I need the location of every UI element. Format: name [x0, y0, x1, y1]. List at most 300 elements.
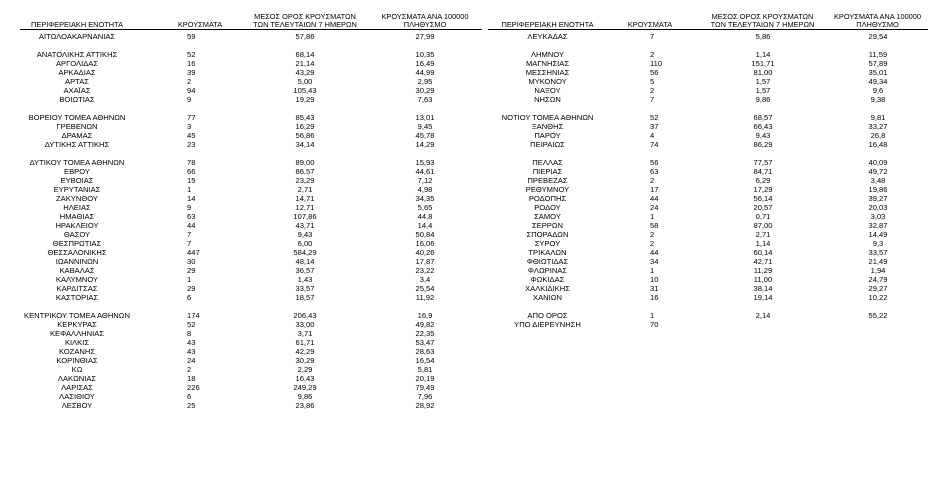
- cell-avg: 1,57: [755, 86, 771, 95]
- cell-name: ΛΑΚΩΝΙΑΣ: [57, 374, 97, 383]
- cell-avg: 38,14: [753, 284, 773, 293]
- cell-per100k: 79,49: [415, 383, 435, 392]
- cell-cases: 77: [187, 113, 196, 122]
- cell-avg: 14,71: [295, 194, 315, 203]
- cell-per100k: 39,27: [868, 194, 888, 203]
- cell-avg: 1,14: [755, 239, 771, 248]
- cell-name: ΠΕΙΡΑΙΩΣ: [530, 140, 565, 149]
- cell-name: ΔΥΤΙΚΟΥ ΤΟΜΕΑ ΑΘΗΝΩΝ: [29, 158, 125, 167]
- cell-cases: 44: [650, 248, 659, 257]
- cell-avg: 42,29: [295, 347, 315, 356]
- table-row: [0, 275, 940, 284]
- cell-name: ΚΟΡΙΝΘΙΑΣ: [56, 356, 98, 365]
- cell-avg: 2,71: [755, 230, 771, 239]
- cell-per100k: 20,03: [868, 203, 888, 212]
- cell-cases: 59: [187, 32, 196, 41]
- cell-name: ΣΥΡΟΥ: [534, 239, 561, 248]
- cell-avg: 19,29: [295, 95, 315, 104]
- cell-name: ΧΑΛΚΙΔΙΚΗΣ: [525, 284, 570, 293]
- cell-cases: 24: [187, 356, 196, 365]
- cell-avg: 21,14: [295, 59, 315, 68]
- cell-cases: 43: [187, 338, 196, 347]
- table-row: [0, 50, 940, 59]
- cell-avg: 2,14: [755, 311, 771, 320]
- cell-cases: 9: [187, 95, 192, 104]
- table-row: [0, 212, 940, 221]
- cell-name: ΠΙΕΡΙΑΣ: [532, 167, 563, 176]
- cell-cases: 39: [187, 68, 196, 77]
- cell-per100k: 32,87: [868, 221, 888, 230]
- cell-avg: 6,00: [297, 239, 313, 248]
- table-row: [0, 203, 940, 212]
- left-header-avg-line1: ΜΕΣΟΣ ΟΡΟΣ ΚΡΟΥΣΜΑΤΩΝ: [254, 12, 356, 21]
- table-row: [0, 302, 940, 311]
- cell-per100k: 7,12: [417, 176, 433, 185]
- cell-cases: 56: [650, 158, 659, 167]
- cell-cases: 4: [650, 131, 655, 140]
- cell-per100k: 19,86: [868, 185, 888, 194]
- cell-cases: 16: [187, 59, 196, 68]
- cell-cases: 56: [650, 68, 659, 77]
- cell-name: ΡΟΔΟΠΗΣ: [528, 194, 567, 203]
- cell-name: ΕΥΡΥΤΑΝΙΑΣ: [53, 185, 101, 194]
- table-row: [0, 41, 940, 50]
- cell-avg: 249,29: [293, 383, 317, 392]
- table-row: [0, 356, 940, 365]
- cell-cases: 78: [187, 158, 196, 167]
- left-header-region: ΠΕΡΙΦΕΡΕΙΑΚΗ ΕΝΟΤΗΤΑ: [31, 20, 123, 29]
- cell-cases: 74: [650, 140, 659, 149]
- left-header-cases: ΚΡΟΥΣΜΑΤΑ: [177, 20, 223, 29]
- cell-cases: 30: [187, 257, 196, 266]
- cell-avg: 3,71: [297, 329, 313, 338]
- cell-avg: 23,86: [295, 401, 315, 410]
- cell-cases: 9: [187, 203, 192, 212]
- cell-avg: 2,71: [297, 185, 313, 194]
- cell-per100k: 9,81: [870, 113, 886, 122]
- cell-cases: 17: [650, 185, 659, 194]
- table-row: [0, 293, 940, 302]
- cell-name: ΚΩ: [71, 365, 83, 374]
- cell-cases: 70: [650, 320, 659, 329]
- cell-per100k: 49,72: [868, 167, 888, 176]
- cell-cases: 14: [187, 194, 196, 203]
- cell-name: ΚΟΖΑΝΗΣ: [58, 347, 96, 356]
- cell-avg: 66,43: [753, 122, 773, 131]
- cell-cases: 25: [187, 401, 196, 410]
- cell-per100k: 53,47: [415, 338, 435, 347]
- cell-name: ΘΕΣΣΑΛΟΝΙΚΗΣ: [47, 248, 107, 257]
- cell-name: ΚΑΛΥΜΝΟΥ: [55, 275, 99, 284]
- cell-avg: 56,86: [295, 131, 315, 140]
- cell-avg: 6,29: [755, 176, 771, 185]
- cell-avg: 9,43: [297, 230, 313, 239]
- cell-cases: 1: [650, 266, 655, 275]
- cell-cases: 37: [650, 122, 659, 131]
- cell-name: ΓΡΕΒΕΝΩΝ: [56, 122, 98, 131]
- cell-name: ΜΕΣΣΗΝΙΑΣ: [525, 68, 570, 77]
- cell-per100k: 9,38: [870, 95, 886, 104]
- cell-cases: 66: [187, 167, 196, 176]
- cell-name: ΚΕΝΤΡΙΚΟΥ ΤΟΜΕΑ ΑΘΗΝΩΝ: [24, 311, 130, 320]
- cell-name: ΠΑΡΟΥ: [534, 131, 561, 140]
- cell-name: ΘΑΣΟΥ: [63, 230, 91, 239]
- table-row: [0, 77, 940, 86]
- cell-avg: 9,86: [755, 95, 771, 104]
- cell-name: ΚΕΡΚΥΡΑΣ: [57, 320, 97, 329]
- cell-cases: 34: [650, 257, 659, 266]
- cell-per100k: 3,4: [419, 275, 431, 284]
- table-row: [0, 194, 940, 203]
- cell-name: ΛΑΡΙΣΑΣ: [61, 383, 93, 392]
- cell-cases: 2: [650, 176, 655, 185]
- cell-avg: 60,14: [753, 248, 773, 257]
- cell-avg: 42,71: [753, 257, 773, 266]
- cell-avg: 43,29: [295, 68, 315, 77]
- cell-cases: 63: [650, 167, 659, 176]
- cell-per100k: 10,35: [415, 50, 435, 59]
- table-row: [0, 158, 940, 167]
- cell-name: ΧΑΝΙΩΝ: [533, 293, 562, 302]
- cell-cases: 29: [187, 266, 196, 275]
- cell-avg: 19,14: [753, 293, 773, 302]
- table-row: [0, 122, 940, 131]
- cell-per100k: 28,63: [415, 347, 435, 356]
- table-row: [0, 95, 940, 104]
- cell-cases: 7: [650, 32, 655, 41]
- cell-name: ΒΟΙΩΤΙΑΣ: [59, 95, 95, 104]
- cell-cases: 45: [187, 131, 196, 140]
- cell-name: ΦΛΩΡΙΝΑΣ: [527, 266, 568, 275]
- cell-per100k: 17,87: [415, 257, 435, 266]
- cell-name: ΑΧΑΪΑΣ: [63, 86, 91, 95]
- cell-cases: 1: [187, 275, 192, 284]
- cell-per100k: 40,09: [868, 158, 888, 167]
- cell-name: ΜΥΚΟΝΟΥ: [528, 77, 567, 86]
- cell-avg: 77,57: [753, 158, 773, 167]
- right-header-rule: [488, 29, 928, 30]
- cell-avg: 1,43: [297, 275, 313, 284]
- cell-avg: 68,57: [753, 113, 773, 122]
- cell-per100k: 24,79: [868, 275, 888, 284]
- cell-avg: 18,57: [295, 293, 315, 302]
- table-row: [0, 374, 940, 383]
- right-header-avg-line1: ΜΕΣΟΣ ΟΡΟΣ ΚΡΟΥΣΜΑΤΩΝ: [711, 12, 814, 21]
- cell-name: ΚΑΒΑΛΑΣ: [59, 266, 95, 275]
- table-row: [0, 149, 940, 158]
- cell-cases: 58: [650, 221, 659, 230]
- cell-avg: 89,00: [295, 158, 315, 167]
- cell-name: ΡΕΘΥΜΝΟΥ: [525, 185, 570, 194]
- cell-name: ΚΕΦΑΛΛΗΝΙΑΣ: [49, 329, 105, 338]
- cell-avg: 11,29: [753, 266, 773, 275]
- cell-avg: 16,43: [295, 374, 315, 383]
- cell-cases: 1: [650, 212, 655, 221]
- cell-avg: 5,86: [755, 32, 771, 41]
- table-row: [0, 68, 940, 77]
- cell-per100k: 29,54: [868, 32, 888, 41]
- cell-per100k: 30,29: [415, 86, 435, 95]
- right-header-avg-line2: ΤΩΝ ΤΕΛΕΥΤΑΙΩΝ 7 ΗΜΕΡΩΝ: [710, 20, 815, 29]
- cell-per100k: 2,95: [417, 77, 433, 86]
- table-row: [0, 59, 940, 68]
- cell-name: ΑΙΤΩΛΟΑΚΑΡΝΑΝΙΑΣ: [38, 32, 116, 41]
- cell-per100k: 40,26: [415, 248, 435, 257]
- table-row: [0, 401, 940, 410]
- cell-avg: 56,14: [753, 194, 773, 203]
- cell-avg: 81,00: [753, 68, 773, 77]
- cell-per100k: 44,99: [415, 68, 435, 77]
- cell-avg: 86,29: [753, 140, 773, 149]
- cell-cases: 226: [187, 383, 200, 392]
- cell-avg: 107,86: [293, 212, 317, 221]
- cell-avg: 48,14: [295, 257, 315, 266]
- table-row: [0, 140, 940, 149]
- cell-per100k: 50,84: [415, 230, 435, 239]
- cell-name: ΚΑΣΤΟΡΙΑΣ: [55, 293, 99, 302]
- cell-cases: 29: [187, 284, 196, 293]
- cell-avg: 36,57: [295, 266, 315, 275]
- table-row: [0, 32, 940, 41]
- cell-per100k: 10,22: [868, 293, 888, 302]
- cell-avg: 57,86: [295, 32, 315, 41]
- cell-avg: 68,14: [295, 50, 315, 59]
- cell-name: ΣΕΡΡΩΝ: [531, 221, 564, 230]
- table-row: [0, 104, 940, 113]
- cell-name: ΙΩΑΝΝΙΝΩΝ: [55, 257, 99, 266]
- cell-cases: 2: [187, 77, 192, 86]
- cell-name: ΚΑΡΔΙΤΣΑΣ: [56, 284, 98, 293]
- table-row: [0, 167, 940, 176]
- table-row: [0, 347, 940, 356]
- cell-cases: 7: [187, 239, 192, 248]
- cell-per100k: 3,03: [870, 212, 886, 221]
- cell-name: ΘΕΣΠΡΩΤΙΑΣ: [52, 239, 102, 248]
- cell-name: ΜΑΓΝΗΣΙΑΣ: [525, 59, 570, 68]
- right-header-per100k-line2: ΠΛΗΘΥΣΜΟ: [856, 20, 899, 29]
- table-row: [0, 329, 940, 338]
- cell-avg: 206,43: [293, 311, 317, 320]
- cell-per100k: 25,54: [415, 284, 435, 293]
- table-row: [0, 365, 940, 374]
- cell-cases: 3: [187, 122, 192, 131]
- table-row: [0, 266, 940, 275]
- cell-avg: 5,00: [297, 77, 313, 86]
- cell-avg: 9,43: [755, 131, 771, 140]
- cell-per100k: 7,63: [417, 95, 433, 104]
- cell-per100k: 28,92: [415, 401, 435, 410]
- cell-name: ΕΒΡΟΥ: [64, 167, 90, 176]
- cell-name: ΡΟΔΟΥ: [534, 203, 561, 212]
- cell-name: ΛΕΣΒΟΥ: [61, 401, 93, 410]
- cell-cases: 15: [187, 176, 196, 185]
- cell-name: ΣΠΟΡΑΔΩΝ: [526, 230, 569, 239]
- cell-cases: 52: [650, 113, 659, 122]
- cell-name: ΝΑΞΟΥ: [534, 86, 561, 95]
- cell-cases: 43: [187, 347, 196, 356]
- cell-per100k: 5,65: [417, 203, 433, 212]
- cell-per100k: 45,78: [415, 131, 435, 140]
- cell-name: ΖΑΚΥΝΘΟΥ: [56, 194, 98, 203]
- cell-avg: 0,71: [755, 212, 771, 221]
- cell-cases: 18: [187, 374, 196, 383]
- right-header-per100k-line1: ΚΡΟΥΣΜΑΤΑ ΑΝΑ 100000: [833, 12, 922, 21]
- cell-cases: 1: [187, 185, 192, 194]
- cell-avg: 23,29: [295, 176, 315, 185]
- cell-per100k: 15,93: [415, 158, 435, 167]
- left-header-per100k-line2: ΠΛΗΘΥΣΜΟ: [403, 20, 447, 29]
- cell-per100k: 16,9: [417, 311, 433, 320]
- cell-avg: 17,29: [753, 185, 773, 194]
- cell-per100k: 33,57: [868, 248, 888, 257]
- cell-cases: 2: [650, 50, 655, 59]
- cell-cases: 2: [650, 86, 655, 95]
- cell-avg: 1,14: [755, 50, 771, 59]
- cell-name: ΑΡΤΑΣ: [65, 77, 89, 86]
- cell-cases: 174: [187, 311, 200, 320]
- table-row: [0, 176, 940, 185]
- cell-name: ΑΡΓΟΛΙΔΑΣ: [55, 59, 99, 68]
- cell-name: ΕΥΒΟΙΑΣ: [60, 176, 94, 185]
- cell-per100k: 44,8: [417, 212, 433, 221]
- cell-per100k: 49,34: [868, 77, 888, 86]
- cell-cases: 44: [187, 221, 196, 230]
- cell-cases: 16: [650, 293, 659, 302]
- cell-per100k: 16,54: [415, 356, 435, 365]
- cell-name: ΛΑΣΙΘΙΟΥ: [59, 392, 95, 401]
- cell-avg: 1,57: [755, 77, 771, 86]
- cell-per100k: 34,35: [415, 194, 435, 203]
- cell-per100k: 20,19: [415, 374, 435, 383]
- cell-cases: 44: [650, 194, 659, 203]
- cell-avg: 34,14: [295, 140, 315, 149]
- cell-name: ΒΟΡΕΙΟΥ ΤΟΜΕΑ ΑΘΗΝΩΝ: [28, 113, 126, 122]
- cell-name: ΗΡΑΚΛΕΙΟΥ: [55, 221, 99, 230]
- right-header-region: ΠΕΡΙΦΕΡΕΙΑΚΗ ΕΝΟΤΗΤΑ: [501, 20, 594, 29]
- cell-per100k: 55,22: [868, 311, 888, 320]
- left-header-per100k-line1: ΚΡΟΥΣΜΑΤΑ ΑΝΑ 100000: [381, 12, 469, 21]
- cell-per100k: 3,48: [870, 176, 886, 185]
- cell-name: ΤΡΙΚΑΛΩΝ: [528, 248, 567, 257]
- cell-cases: 1: [650, 311, 655, 320]
- table-row: [0, 383, 940, 392]
- cell-cases: 8: [187, 329, 192, 338]
- cell-avg: 33,00: [295, 320, 315, 329]
- cell-cases: 7: [187, 230, 192, 239]
- cell-avg: 9,86: [297, 392, 313, 401]
- cell-name: ΑΡΚΑΔΙΑΣ: [58, 68, 96, 77]
- cell-name: ΔΡΑΜΑΣ: [61, 131, 93, 140]
- cell-avg: 43,71: [295, 221, 315, 230]
- table-row: [0, 257, 940, 266]
- cell-per100k: 9,3: [872, 239, 884, 248]
- table-row: [0, 311, 940, 320]
- table-row: [0, 221, 940, 230]
- cell-cases: 63: [187, 212, 196, 221]
- cell-avg: 30,29: [295, 356, 315, 365]
- table-row: [0, 185, 940, 194]
- cell-cases: 2: [650, 230, 655, 239]
- cell-name: ΦΘΙΩΤΙΔΑΣ: [526, 257, 569, 266]
- cell-per100k: 21,49: [868, 257, 888, 266]
- cell-cases: 52: [187, 50, 196, 59]
- cell-name: ΚΙΛΚΙΣ: [64, 338, 90, 347]
- cell-cases: 2: [187, 365, 192, 374]
- cell-cases: 94: [187, 86, 196, 95]
- cell-cases: 24: [650, 203, 659, 212]
- cell-avg: 11,00: [753, 275, 773, 284]
- cell-cases: 31: [650, 284, 659, 293]
- table-row: [0, 131, 940, 140]
- cell-name: ΣΑΜΟΥ: [534, 212, 561, 221]
- cell-cases: 52: [187, 320, 196, 329]
- cell-per100k: 9,6: [872, 86, 884, 95]
- cell-per100k: 9,45: [417, 122, 433, 131]
- cell-name: ΑΝΑΤΟΛΙΚΗΣ ΑΤΤΙΚΗΣ: [36, 50, 118, 59]
- cell-per100k: 27,99: [415, 32, 435, 41]
- cell-cases: 7: [650, 95, 655, 104]
- cell-per100k: 35,01: [868, 68, 888, 77]
- cell-avg: 86,57: [295, 167, 315, 176]
- cell-per100k: 16,48: [868, 140, 888, 149]
- cell-per100k: 16,06: [415, 239, 435, 248]
- table-row: [0, 392, 940, 401]
- cell-cases: 447: [187, 248, 200, 257]
- cell-avg: 16,29: [295, 122, 315, 131]
- cell-per100k: 49,82: [415, 320, 435, 329]
- cell-cases: 5: [650, 77, 655, 86]
- cell-cases: 110: [650, 59, 663, 68]
- cell-name: ΝΟΤΙΟΥ ΤΟΜΕΑ ΑΘΗΝΩΝ: [501, 113, 594, 122]
- cell-avg: 84,71: [753, 167, 773, 176]
- cell-avg: 87,00: [753, 221, 773, 230]
- cell-name: ΛΗΜΝΟΥ: [530, 50, 565, 59]
- cell-name: ΝΗΣΩΝ: [534, 95, 561, 104]
- table-row: [0, 320, 940, 329]
- cell-avg: 20,57: [753, 203, 773, 212]
- cell-avg: 85,43: [295, 113, 315, 122]
- table-row: [0, 230, 940, 239]
- cell-name: ΗΛΕΙΑΣ: [63, 203, 91, 212]
- cell-per100k: 14,49: [868, 230, 888, 239]
- cell-avg: 2,29: [297, 365, 313, 374]
- cell-per100k: 33,27: [868, 122, 888, 131]
- cell-name: ΥΠΟ ΔΙΕΡΕΥΝΗΣΗ: [514, 320, 581, 329]
- cell-avg: 61,71: [295, 338, 315, 347]
- cell-per100k: 26,8: [870, 131, 886, 140]
- cell-per100k: 14,4: [417, 221, 433, 230]
- cell-name: ΠΕΛΛΑΣ: [532, 158, 563, 167]
- cell-cases: 10: [650, 275, 659, 284]
- cell-name: ΞΑΝΘΗΣ: [531, 122, 564, 131]
- cell-per100k: 29,27: [868, 284, 888, 293]
- cell-name: ΑΠΟ ΟΡΟΣ: [527, 311, 568, 320]
- cell-avg: 105,43: [293, 86, 317, 95]
- cell-per100k: 11,59: [868, 50, 888, 59]
- cell-cases: 2: [650, 239, 655, 248]
- table-row: [0, 284, 940, 293]
- table-row: [0, 248, 940, 257]
- cell-avg: 33,57: [295, 284, 315, 293]
- cell-name: ΛΕΥΚΑΔΑΣ: [527, 32, 568, 41]
- table-row: [0, 86, 940, 95]
- table-row: [0, 239, 940, 248]
- cell-avg: 12,71: [295, 203, 315, 212]
- right-header-cases: ΚΡΟΥΣΜΑΤΑ: [627, 20, 673, 29]
- cell-per100k: 57,89: [868, 59, 888, 68]
- cell-cases: 6: [187, 293, 192, 302]
- cell-per100k: 11,92: [415, 293, 435, 302]
